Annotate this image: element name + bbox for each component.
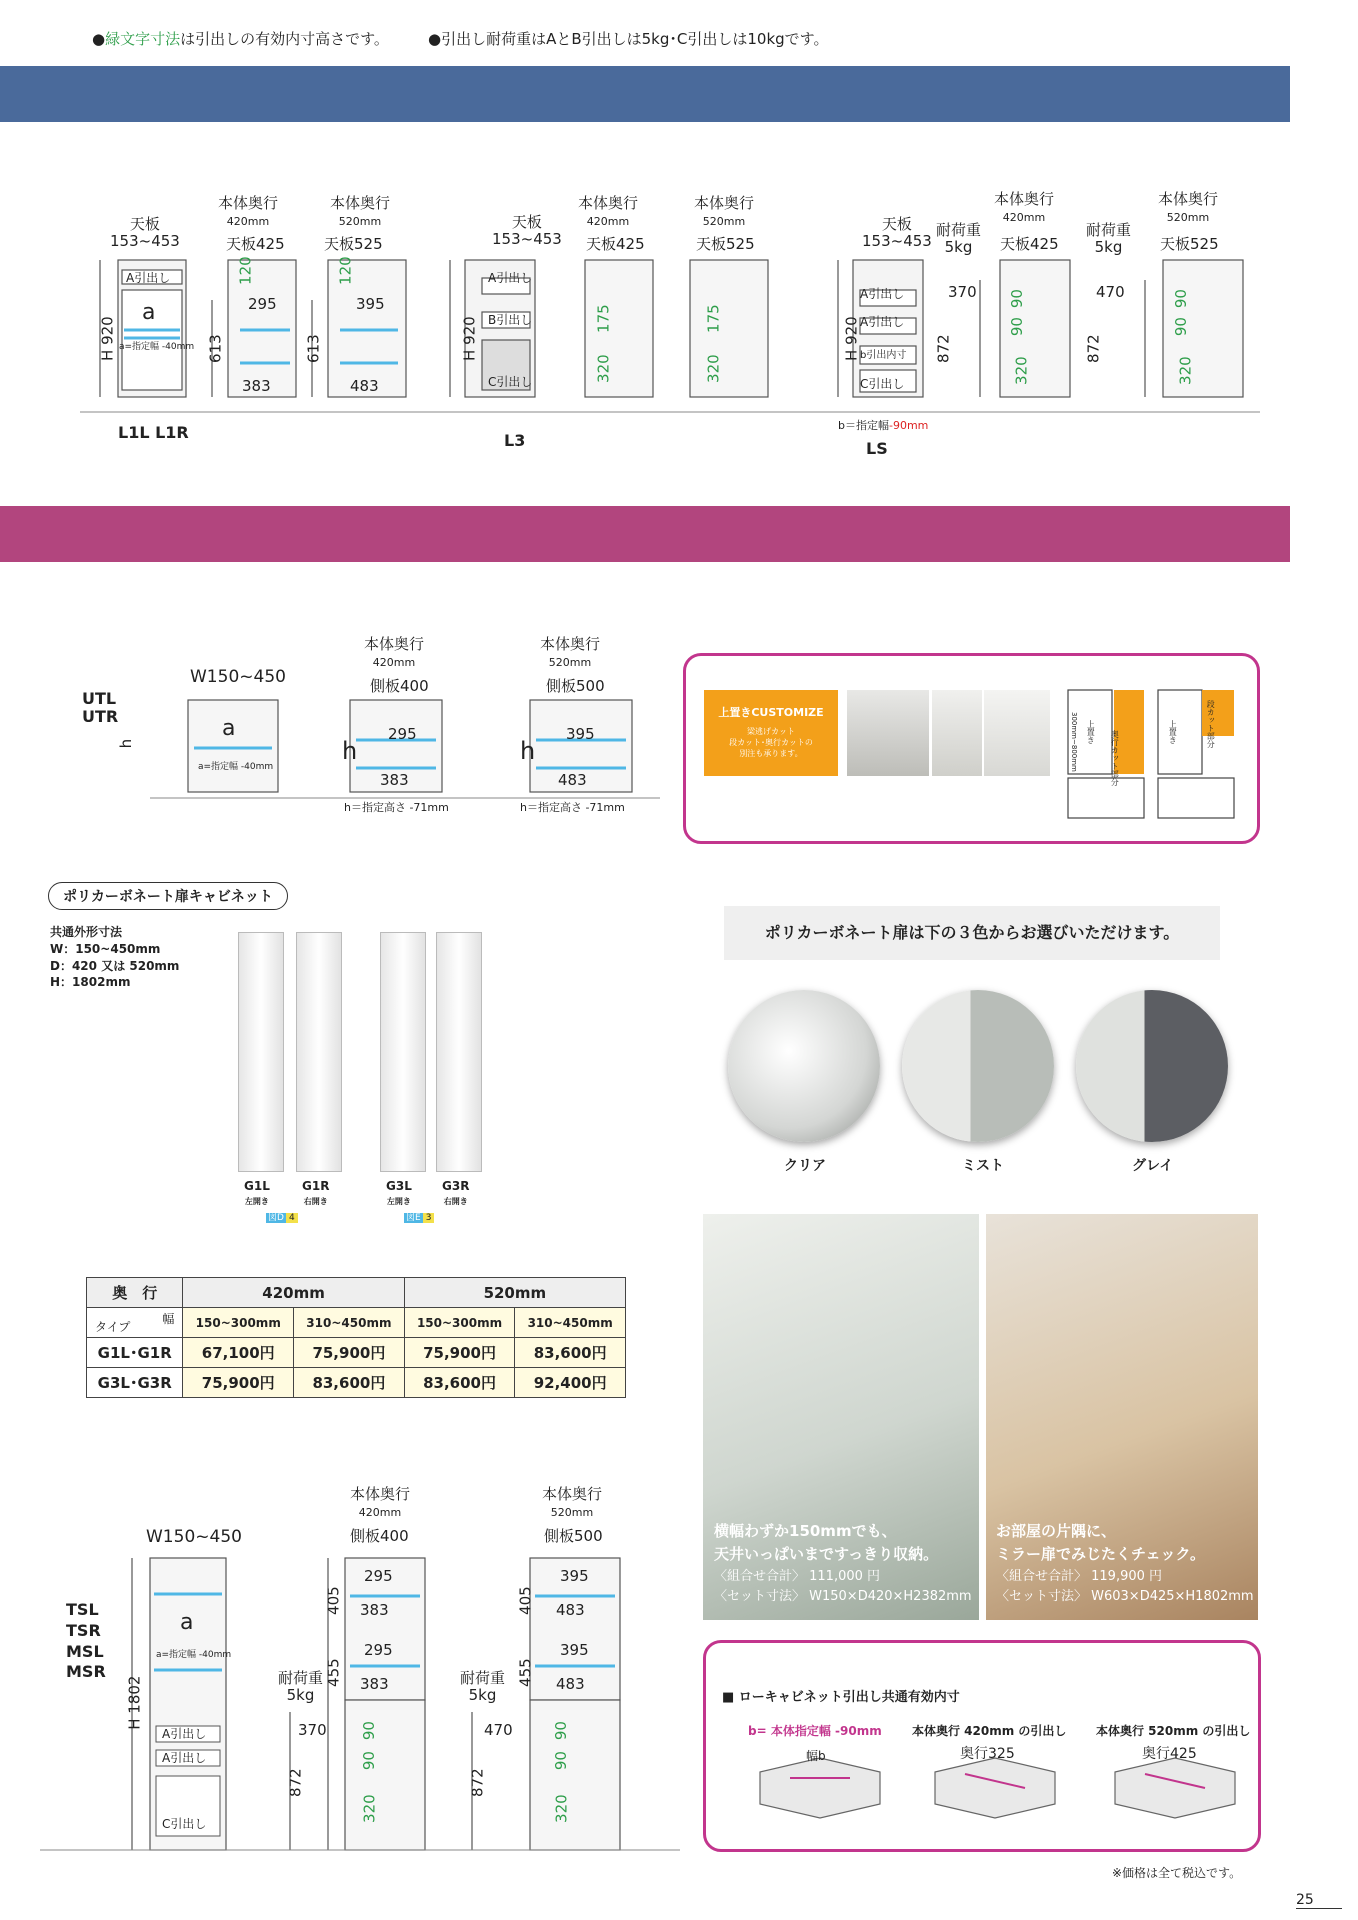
th-w1a: 150~300mm bbox=[183, 1308, 294, 1338]
ls-drawer-c: C引出し bbox=[860, 377, 905, 391]
l1-g120: 120 bbox=[236, 256, 255, 285]
tall-height: H 1802 bbox=[125, 1675, 144, 1730]
color-gray-label: グレイ bbox=[1132, 1158, 1174, 1174]
th-w2a: 310~450mm bbox=[294, 1308, 405, 1338]
tall-g90d: 90 bbox=[551, 1751, 570, 1771]
utl-height: h bbox=[117, 738, 136, 749]
tall-i483a: 483 bbox=[556, 1601, 585, 1619]
l3-top-525: 天板525 bbox=[696, 235, 755, 253]
unit-g3r: G3R 右開き bbox=[442, 1179, 470, 1206]
l3-depth-520: 本体奥行 520mm bbox=[694, 194, 755, 229]
note-green-dimension: ●緑文字寸法は引出しの有効内寸高さです。 bbox=[92, 30, 389, 48]
ls-drawer-a: A引出し bbox=[860, 287, 905, 301]
section-band-blue bbox=[0, 66, 1290, 122]
utl-side-500: 側板500 bbox=[546, 677, 605, 695]
l3-g175: 175 bbox=[594, 304, 613, 333]
l3-drawer-c: C引出し bbox=[488, 375, 533, 389]
color-clear-label: クリア bbox=[784, 1158, 826, 1174]
utl-h-letter: h bbox=[342, 737, 358, 765]
ls-g90d: 90 bbox=[1171, 317, 1190, 337]
table-row: G3L･G3R 75,900円 83,600円 83,600円 92,400円 bbox=[87, 1368, 626, 1398]
unit-g1l: G1L 左開き bbox=[244, 1179, 270, 1206]
utl-i383: 383 bbox=[380, 771, 409, 789]
tall-i383a: 383 bbox=[360, 1601, 389, 1619]
l1-code: L1L L1R bbox=[118, 423, 189, 442]
th-w1b: 150~300mm bbox=[404, 1308, 515, 1338]
table-row: G1L･G1R 67,100円 75,900円 75,900円 83,600円 bbox=[87, 1338, 626, 1368]
customize-dim: 300mm~800mm bbox=[1070, 712, 1079, 772]
unit-g1r: G1R 右開き bbox=[302, 1179, 330, 1206]
ls-g90b: 90 bbox=[1007, 317, 1026, 337]
th-w2b: 310~450mm bbox=[515, 1308, 626, 1338]
tall-drawer-c: C引出し bbox=[162, 1817, 207, 1831]
color-gray-swatch bbox=[1076, 990, 1228, 1142]
tall-codes: TSL TSR MSL MSR bbox=[66, 1600, 106, 1682]
l1-i295: 295 bbox=[248, 295, 277, 313]
ls-drawer-b: b引出内寸 bbox=[860, 350, 907, 361]
utl-a-mark: a bbox=[222, 716, 236, 741]
fig-e: 図E 3 bbox=[404, 1210, 434, 1223]
tall-g90b: 90 bbox=[359, 1751, 378, 1771]
utl-width: W150~450 bbox=[190, 667, 286, 687]
l1-g120b: 120 bbox=[336, 256, 355, 285]
color-mist-swatch bbox=[902, 990, 1054, 1142]
l1-depth-520: 本体奥行 520mm bbox=[330, 194, 391, 229]
customize-photo-1 bbox=[847, 690, 929, 776]
tall-w470: 470 bbox=[484, 1721, 513, 1739]
l1-i383: 383 bbox=[242, 377, 271, 395]
ls-g90c: 90 bbox=[1171, 289, 1190, 309]
utl-i483: 483 bbox=[558, 771, 587, 789]
cabinet-g1l bbox=[238, 932, 284, 1172]
tall-i395a: 395 bbox=[560, 1567, 589, 1585]
customize-badge: 上置きCUSTOMIZE 梁逃げカット 段カット･奥行カットの 別注も承ります。 bbox=[704, 690, 838, 776]
tall-depth-520: 本体奥行 520mm bbox=[542, 1485, 603, 1520]
ls-w370: 370 bbox=[948, 283, 977, 301]
tall-g320b: 320 bbox=[552, 1794, 571, 1823]
tall-w370: 370 bbox=[298, 1721, 327, 1739]
l1-i483: 483 bbox=[350, 377, 379, 395]
l1-a-mark: a bbox=[142, 300, 156, 325]
ls-depth-420: 本体奥行 420mm bbox=[994, 190, 1055, 225]
ls-b-note: b＝指定幅-90mm bbox=[838, 419, 929, 432]
section-band-magenta bbox=[0, 506, 1290, 562]
lowcab-lbl3: 奥行425 bbox=[1142, 1746, 1197, 1762]
ls-872b: 872 bbox=[1084, 334, 1103, 363]
utl-code: UTL UTR bbox=[82, 689, 119, 727]
l3-top-425: 天板425 bbox=[586, 235, 645, 253]
tall-a-mark: a bbox=[180, 1610, 194, 1635]
customize-tag-step: 段カット部分 bbox=[1206, 700, 1216, 748]
lowcab-col2: 本体奥行 420mm の引出し bbox=[912, 1724, 1067, 1738]
l3-g320b: 320 bbox=[704, 354, 723, 383]
customize-photo-3 bbox=[984, 690, 1050, 776]
customize-tag-depth: 奥行カット部分 bbox=[1110, 730, 1120, 786]
ls-height: H 920 bbox=[842, 316, 861, 361]
tall-405b: 405 bbox=[516, 1586, 535, 1615]
photo-right-caption: お部屋の片隅に、 ミラー扉でみじたくチェック。 〈組合せ合計〉 119,900 円 〈セット寸法〉 W603×D425×H1802mm bbox=[996, 1522, 1254, 1604]
utl-h-note: h＝指定高さ -71mm bbox=[344, 801, 449, 814]
tall-872b: 872 bbox=[468, 1768, 487, 1797]
tall-i395b: 395 bbox=[560, 1641, 589, 1659]
unit-g3l: G3L 左開き bbox=[386, 1179, 412, 1206]
tall-side-400: 側板400 bbox=[350, 1527, 409, 1545]
tall-i383b: 383 bbox=[360, 1675, 389, 1693]
utl-i295: 295 bbox=[388, 725, 417, 743]
ls-w470: 470 bbox=[1096, 283, 1125, 301]
l1-top-525: 天板525 bbox=[324, 235, 383, 253]
fig-d: 図D 4 bbox=[266, 1210, 298, 1223]
ls-g320b: 320 bbox=[1176, 356, 1195, 385]
l3-drawer-b: B引出し bbox=[488, 313, 533, 327]
customize-diagram bbox=[1066, 688, 1246, 820]
l3-g175b: 175 bbox=[704, 304, 723, 333]
l3-top-label: 天板 153~453 bbox=[492, 213, 562, 249]
l1-a-note: a=指定幅 -40mm bbox=[119, 342, 195, 352]
ls-g320: 320 bbox=[1012, 356, 1031, 385]
utl-side-400: 側板400 bbox=[370, 677, 429, 695]
tall-i483b: 483 bbox=[556, 1675, 585, 1693]
l1-613b: 613 bbox=[304, 334, 323, 363]
tall-load-b: 耐荷重 5kg bbox=[460, 1669, 506, 1705]
tall-i295a: 295 bbox=[364, 1567, 393, 1585]
cabinet-g3r bbox=[436, 932, 482, 1172]
cabinet-g1r bbox=[296, 932, 342, 1172]
ls-top-525: 天板525 bbox=[1160, 235, 1219, 253]
utl-a-note: a=指定幅 -40mm bbox=[198, 762, 274, 772]
customize-h-b: 上置き bbox=[1168, 720, 1178, 744]
l3-height: H 920 bbox=[460, 316, 479, 361]
utl-diagram bbox=[150, 690, 660, 810]
th-type: タイプ 幅 bbox=[87, 1308, 183, 1338]
tall-g90a: 90 bbox=[359, 1721, 378, 1741]
ls-872: 872 bbox=[934, 334, 953, 363]
tall-side-500: 側板500 bbox=[544, 1527, 603, 1545]
tall-drawer-a1: A引出し bbox=[162, 1727, 207, 1741]
l1-depth-420: 本体奥行 420mm bbox=[218, 194, 279, 229]
l1-top-425: 天板425 bbox=[226, 235, 285, 253]
tall-455: 455 bbox=[324, 1658, 343, 1687]
price-table bbox=[86, 1277, 626, 1398]
th-420: 420mm bbox=[183, 1278, 404, 1308]
l1-drawer-a: A引出し bbox=[126, 271, 171, 285]
tax-note: ※価格は全て税込です。 bbox=[1112, 1866, 1242, 1880]
th-520: 520mm bbox=[404, 1278, 625, 1308]
tall-a-note: a=指定幅 -40mm bbox=[156, 1650, 232, 1660]
utl-h-note-b: h＝指定高さ -71mm bbox=[520, 801, 625, 814]
l1-height: H 920 bbox=[98, 316, 117, 361]
tall-g90c: 90 bbox=[551, 1721, 570, 1741]
photo-left-caption: 横幅わずか150mmでも、 天井いっぱいまですっきり収納。 〈組合せ合計〉 111,000 円 〈セット寸法〉 W150×D420×H2382mm bbox=[714, 1522, 972, 1604]
polycab-specs: 共通外形寸法 W：150~450mm D：420 又は 520mm H：1802mm bbox=[50, 925, 180, 990]
tall-405: 405 bbox=[324, 1586, 343, 1615]
tall-g320: 320 bbox=[360, 1794, 379, 1823]
note-load-capacity: ●引出し耐荷重はAとB引出しは5kg･C引出しは10kgです。 bbox=[428, 30, 829, 48]
tall-drawer-a2: A引出し bbox=[162, 1751, 207, 1765]
lowcab-col3: 本体奥行 520mm の引出し bbox=[1096, 1724, 1251, 1738]
l1-613: 613 bbox=[206, 334, 225, 363]
ls-load-b: 耐荷重 5kg bbox=[1086, 221, 1132, 257]
ls-load: 耐荷重 5kg bbox=[936, 221, 982, 257]
tall-load: 耐荷重 5kg bbox=[278, 1669, 324, 1705]
l3-code: L3 bbox=[504, 431, 526, 450]
utl-i395: 395 bbox=[566, 725, 595, 743]
cabinet-g3l bbox=[380, 932, 426, 1172]
tall-depth-420: 本体奥行 420mm bbox=[350, 1485, 411, 1520]
customize-photo-2 bbox=[932, 690, 982, 776]
tall-455b: 455 bbox=[516, 1658, 535, 1687]
lowcab-lbl2: 奥行325 bbox=[960, 1746, 1015, 1762]
tall-i295b: 295 bbox=[364, 1641, 393, 1659]
l3-depth-420: 本体奥行 420mm bbox=[578, 194, 639, 229]
th-depth: 奥 行 bbox=[87, 1278, 183, 1308]
tall-872: 872 bbox=[286, 1768, 305, 1797]
l3-g320: 320 bbox=[594, 354, 613, 383]
l3-drawer-a: A引出し bbox=[488, 271, 533, 285]
utl-depth-520: 本体奥行 520mm bbox=[540, 635, 601, 670]
lowcab-lbl1: 幅b bbox=[806, 1749, 826, 1763]
ls-top-425: 天板425 bbox=[1000, 235, 1059, 253]
ls-top-label: 天板 153~453 bbox=[862, 215, 932, 251]
customize-h: 上置き bbox=[1086, 720, 1096, 744]
ls-g90a: 90 bbox=[1007, 289, 1026, 309]
ls-depth-520: 本体奥行 520mm bbox=[1158, 190, 1219, 225]
color-clear-swatch bbox=[728, 990, 880, 1142]
l1-top-label: 天板 153~453 bbox=[110, 215, 180, 251]
lowcab-col1: b= 本体指定幅 -90mm bbox=[748, 1724, 882, 1738]
utl-depth-420: 本体奥行 420mm bbox=[364, 635, 425, 670]
ls-code: LS bbox=[866, 439, 888, 458]
color-choice-title: ポリカーボネート扉は下の３色からお選びいただけます。 bbox=[724, 906, 1220, 960]
ls-drawer-a2: A引出し bbox=[860, 315, 905, 329]
page-number: 25 bbox=[1296, 1892, 1342, 1909]
utl-h-letter-b: h bbox=[520, 737, 536, 765]
l1-i395: 395 bbox=[356, 295, 385, 313]
tall-width: W150~450 bbox=[146, 1527, 242, 1547]
lowcab-title: ■ ローキャビネット引出し共通有効内寸 bbox=[722, 1690, 960, 1705]
color-mist-label: ミスト bbox=[962, 1158, 1004, 1174]
polycab-title: ポリカーボネート扉キャビネット bbox=[48, 882, 288, 910]
